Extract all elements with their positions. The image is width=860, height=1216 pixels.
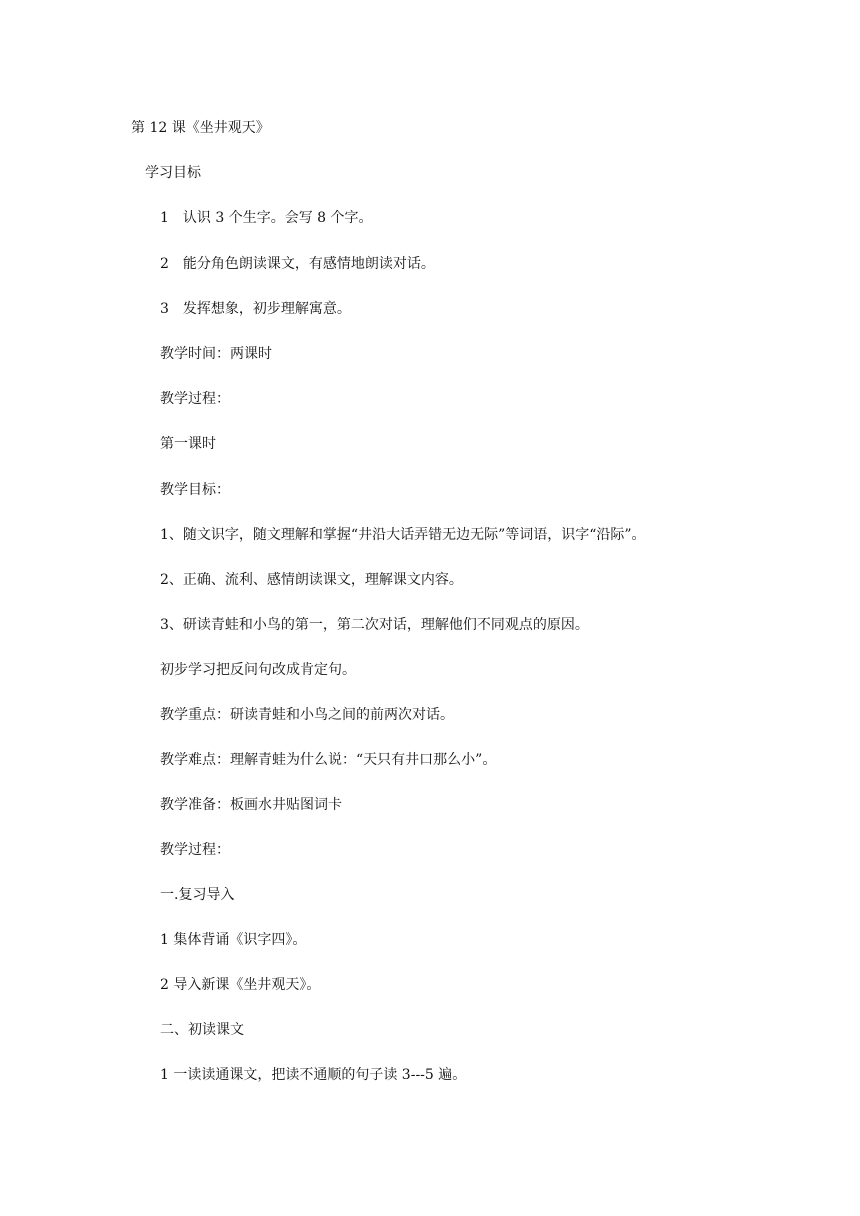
paragraph-line: 1、随文识字，随文理解和掌握“井沿大话弄错无边无际”等词语，识字“沿际”。 [160, 527, 646, 543]
paragraph-line: 教学目标： [160, 482, 230, 498]
paragraph-line: 1 一读读通课文，把读不通顺的句子读 3---5 遍。 [160, 1067, 467, 1083]
paragraph-line: 二、初读课文 [160, 1022, 244, 1038]
paragraph-line: 教学过程： [160, 391, 230, 407]
paragraph-line: 3 发挥想象，初步理解寓意。 [160, 301, 351, 317]
paragraph-line: 1 认识 3 个生字。会写 8 个字。 [160, 210, 373, 226]
document-title: 第 12 课《坐井观天》 [131, 120, 270, 136]
paragraph-line: 一.复习导入 [160, 887, 235, 903]
paragraph-line: 教学过程： [160, 842, 230, 858]
paragraph-line: 1 集体背诵《识字四》。 [160, 932, 307, 948]
paragraph-line: 2 导入新课《坐井观天》。 [160, 977, 321, 993]
paragraph-line: 3、研读青蛙和小鸟的第一，第二次对话，理解他们不同观点的原因。 [160, 617, 589, 633]
section-heading-learning-goals: 学习目标 [145, 165, 201, 181]
paragraph-line: 2、正确、流利、感情朗读课文，理解课文内容。 [160, 572, 463, 588]
paragraph-line: 教学时间：两课时 [160, 346, 272, 362]
paragraph-line: 教学重点：研读青蛙和小鸟之间的前两次对话。 [160, 707, 454, 723]
paragraph-line: 教学难点：理解青蛙为什么说：“天只有井口那么小”。 [160, 752, 497, 768]
paragraph-line: 教学准备：板画水井贴图词卡 [160, 797, 342, 813]
paragraph-line: 2 能分角色朗读课文，有感情地朗读对话。 [160, 256, 435, 272]
paragraph-line: 第一课时 [160, 436, 216, 452]
paragraph-line: 初步学习把反问句改成肯定句。 [160, 662, 356, 678]
